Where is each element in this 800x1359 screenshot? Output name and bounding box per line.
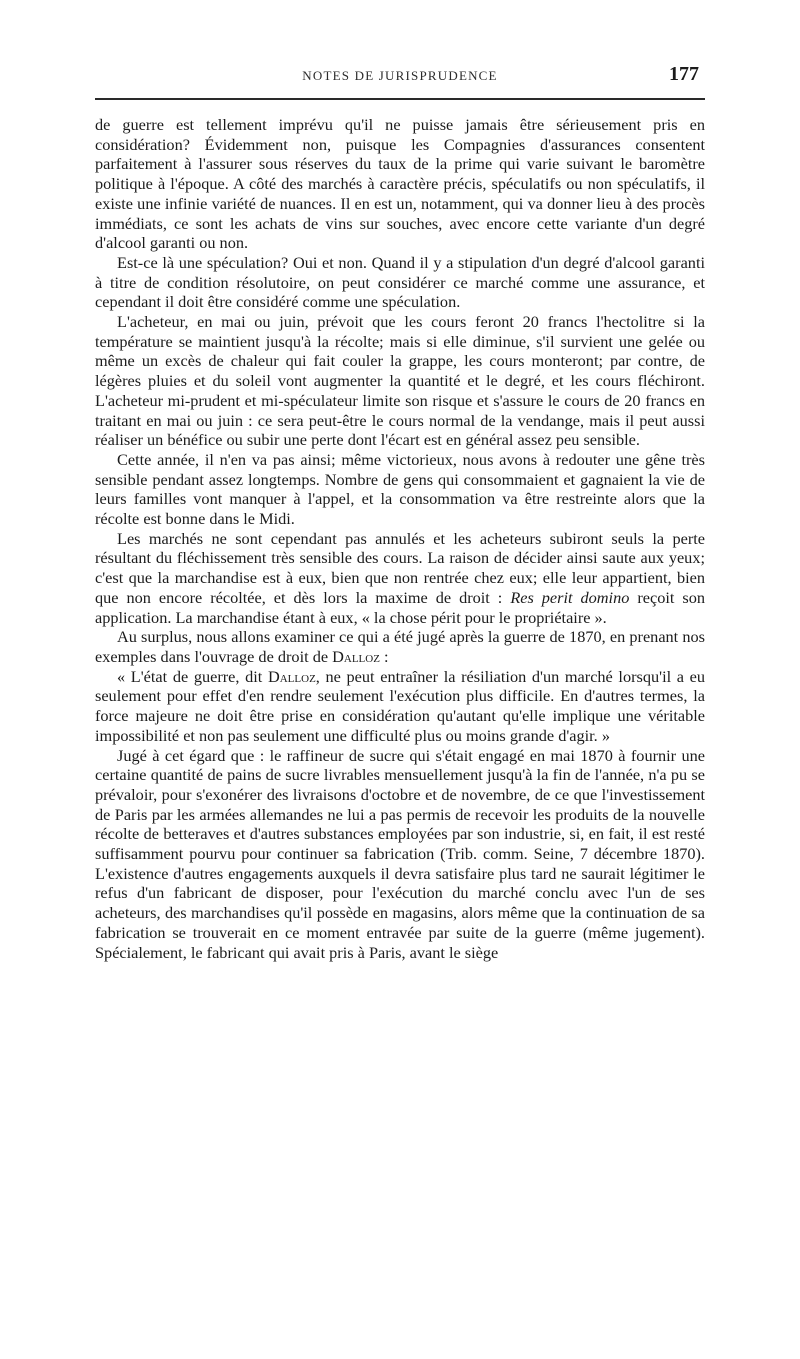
- paragraph: L'acheteur, en mai ou juin, prévoit que les cours feront 20 francs l'hectolitre si la température se maintient jusqu'à la récolte; mais si elle diminue, s'il survient une gelée ou même un excès de chaleur qui fait couler la grappe, les cours monteront; par contre, de légères pluies et du soleil vont augmenter la quantité et le degré, et les cours fléchiront. L'acheteur mi-prudent et mi-spéculateur limite son risque et s'assure le cours de 20 francs en traitant en mai ou juin : ce sera peut-être le cours normal de la vendange, mais il peut aussi réaliser un bénéfice ou subir une perte dont l'écart est en général assez peu sensible.: [95, 312, 705, 450]
- paragraph: de guerre est tellement imprévu qu'il ne puisse jamais être sérieusement pris en considération? Évidemment non, puisque les Compagnies d'assurances consentent parfaitement à l'assurer sous réserves du taux de la prime qui varie suivant le baromètre politique à l'époque. A côté des marchés à caractère précis, spéculatifs ou non spéculatifs, il existe une infinie variété de nuances. Il en est un, notamment, qui va donner lieu à des procès immédiats, ce sont les achats de vins sur souches, avec encore cette variante d'un degré d'alcool garanti ou non.: [95, 115, 705, 253]
- page-number: 177: [669, 63, 699, 85]
- page: [95, 60, 705, 962]
- text-run: :: [379, 646, 389, 666]
- paragraph: Jugé à cet égard que : le raffineur de sucre qui s'était engagé en mai 1870 à fournir une certaine quantité de pains de sucre livrables mensuellement jusqu'à la fin de l'année, n'a pu se prévaloir, pour s'exonérer des livraisons d'octobre et de novembre, de ce que l'investissement de Paris par les armées allemandes ne lui a pas permis de recevoir les produits de la nouvelle récolte de betteraves et d'autres substances employées par son industrie, si, en fait, il est resté suffisamment pourvu pour continuer sa fabrication (Trib. comm. Seine, 7 décembre 1870). L'existence d'autres engagements auxquels il devra satisfaire plus tard ne saurait légitimer le refus d'un fabricant de disposer, pour l'exécution du marché conclu avec l'un de ses acheteurs, des marchandises qu'il possède en magasins, alors même que la continuation de sa fabrication se trouverait en ce moment entravée par suite de la guerre (même jugement). Spécialement, le fabricant qui avait pris à Paris, avant le siège: [95, 745, 705, 962]
- quotation-paragraph: [95, 667, 705, 746]
- author-name: Dalloz: [267, 666, 316, 686]
- text-run: « L'état de guerre, dit: [117, 666, 268, 686]
- text-run: , ne peut entraîner la résiliation d'un marché lorsqu'il a eu seulement pour effet d'en rendre seulement l'exécution plus difficile. En d'autres termes, la force majeure ne doit être prise en considération qu'autant qu'elle implique une véritable impossibilité et non pas seulement une difficulté plus ou moins grande d'agir. »: [95, 666, 706, 745]
- running-head-title: NOTES DE JURISPRUDENCE: [302, 68, 498, 83]
- text-run: reçoit son application. La marchandise étant à eux, « la chose périt pour le propriétaire ».: [95, 587, 706, 627]
- running-head: [95, 60, 705, 96]
- text-run: Les marchés ne sont cependant pas annulés et les acheteurs subiront seuls la perte résultant du fléchissement très sensible des cours. La raison de décider ainsi saute aux yeux; c'est que la marchandise est à eux, bien que non rentrée chez eux; elle leur appartient, bien que non encore récoltée, et dès lors la maxime de droit :: [95, 528, 705, 607]
- latin-maxim: Res perit domino: [510, 587, 630, 607]
- paragraph: [95, 529, 705, 628]
- author-name: Dalloz: [332, 646, 380, 666]
- text-run: Au surplus, nous allons examiner ce qui a été jugé après la guerre de 1870, en prenant nos exemples dans l'ouvrage de droit de: [95, 627, 705, 666]
- paragraph: [95, 627, 705, 666]
- header-rule: [95, 98, 705, 100]
- body-text: [95, 115, 705, 962]
- paragraph: Est-ce là une spéculation? Oui et non. Quand il y a stipulation d'un degré d'alcool garanti à titre de condition résolutoire, on peut considérer ce marché comme une assurance, et cependant il doit être considéré comme une spéculation.: [95, 252, 705, 312]
- paragraph: Cette année, il n'en va pas ainsi; même victorieux, nous avons à redouter une gêne très sensible pendant assez longtemps. Nombre de gens qui consommaient et gagnaient la vie de leurs familles vont manquer à l'appel, et la consommation va être restreinte alors que la récolte est bonne dans le Midi.: [95, 449, 705, 529]
